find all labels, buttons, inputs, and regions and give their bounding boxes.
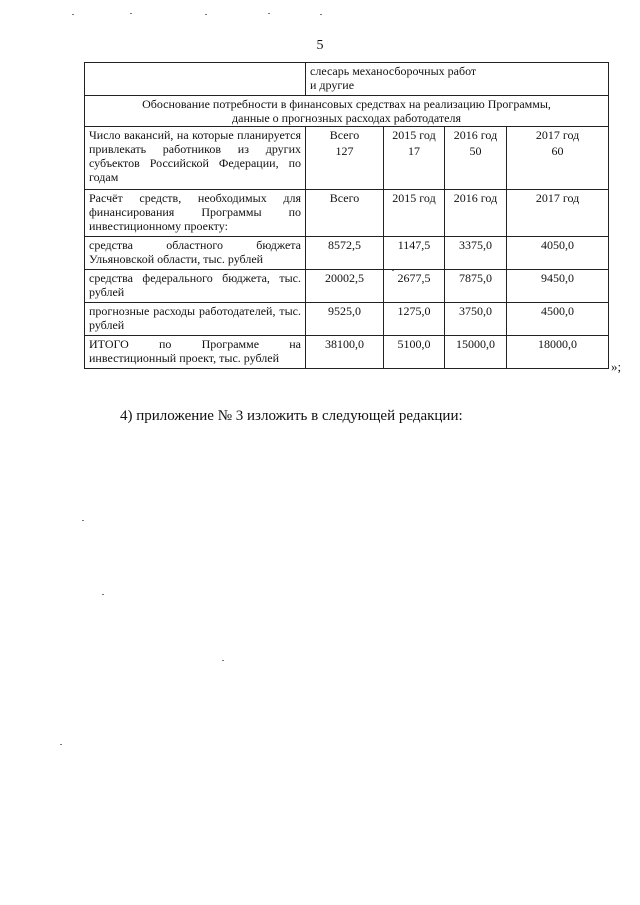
cell-value: 9525,0: [306, 303, 384, 336]
cell-value: 2677,5: [384, 270, 445, 303]
row-label-regional-budget: средства областного бюджета Ульяновской области, тыс. рублей: [85, 237, 306, 270]
top-row-line-1: слесарь механосборочных работ: [310, 64, 477, 78]
calc-header-label: Расчёт средств, необходимых для финансирования Программы по инвестиционному проекту:: [85, 190, 306, 237]
vacancies-cell-2015: [384, 127, 445, 190]
section-header-cell: [85, 96, 609, 127]
cell-value: 1275,0: [384, 303, 445, 336]
row-label-total: ИТОГО по Программе на инвестиционный проект, тыс. рублей: [85, 336, 306, 369]
table-row-section-header: [85, 96, 609, 127]
calc-header-2015: 2015 год: [384, 190, 445, 237]
cell-value: 38100,0: [306, 336, 384, 369]
cell-value: 9450,0: [507, 270, 609, 303]
scan-speck: [268, 13, 270, 14]
vacancies-cell-2016: [445, 127, 507, 190]
row-label-employer-costs: прогнозные расходы работодателей, тыс. рублей: [85, 303, 306, 336]
cell-value: 3750,0: [445, 303, 507, 336]
cell-value: 5100,0: [384, 336, 445, 369]
calc-header-2016: 2016 год: [445, 190, 507, 237]
row-label-federal-budget: средства федерального бюджета, тыс. рублей: [85, 270, 306, 303]
calc-header-2017: 2017 год: [507, 190, 609, 237]
vacancies-header-2015: 2015 год: [392, 128, 436, 142]
cell-value: 3375,0: [445, 237, 507, 270]
table-row: [85, 270, 609, 303]
vacancies-value-2015: 17: [408, 144, 420, 158]
top-row-cell: [306, 63, 609, 96]
scan-speck: [82, 520, 84, 521]
section-header-line-2: данные о прогнозных расходах работодателя: [232, 111, 462, 125]
scan-speck: [222, 660, 224, 661]
scan-speck: [392, 270, 394, 271]
vacancies-value-2016: 50: [469, 144, 482, 158]
calc-header-total: Всего: [306, 190, 384, 237]
vacancies-header-2016: 2016 год: [453, 128, 498, 142]
scan-speck: [72, 14, 74, 15]
cell-value: 4500,0: [507, 303, 609, 336]
scan-speck: [205, 14, 207, 15]
vacancies-header-2017: 2017 год: [535, 128, 580, 142]
scan-speck: [130, 13, 132, 14]
cell-value: 8572,5: [306, 237, 384, 270]
cell-value: 1147,5: [384, 237, 445, 270]
cell-value: 7875,0: [445, 270, 507, 303]
scan-speck: [320, 14, 322, 15]
vacancies-header-total: Всего: [329, 128, 360, 142]
program-table: [84, 62, 609, 369]
top-row-line-2: и другие: [310, 78, 355, 92]
vacancies-value-2017: 60: [551, 144, 564, 158]
table-row-vacancies: [85, 127, 609, 190]
vacancies-value-total: 127: [335, 144, 354, 158]
cell-value: 4050,0: [507, 237, 609, 270]
body-paragraph: 4) приложение № 3 изложить в следующей редакции:: [120, 408, 463, 424]
closing-quote-mark: »;: [611, 359, 622, 374]
cell-value: 18000,0: [507, 336, 609, 369]
top-row-empty-cell: [85, 63, 306, 96]
vacancies-cell-total: [306, 127, 384, 190]
page-number: 5: [316, 38, 324, 53]
cell-value: 15000,0: [445, 336, 507, 369]
table-row: [85, 237, 609, 270]
table-row-top: [85, 63, 609, 96]
section-header-line-1: Обоснование потребности в финансовых средствах на реализацию Программы,: [142, 97, 551, 111]
scan-speck: [60, 744, 62, 745]
table-row: [85, 303, 609, 336]
vacancies-cell-2017: [507, 127, 609, 190]
table-row: [85, 336, 609, 369]
scan-speck: [102, 594, 104, 595]
table-row-calc-header: [85, 190, 609, 237]
cell-value: 20002,5: [306, 270, 384, 303]
vacancies-label: Число вакансий, на которые планируется привлекать работников из других субъектов Российской Федерации, по годам: [85, 127, 306, 190]
